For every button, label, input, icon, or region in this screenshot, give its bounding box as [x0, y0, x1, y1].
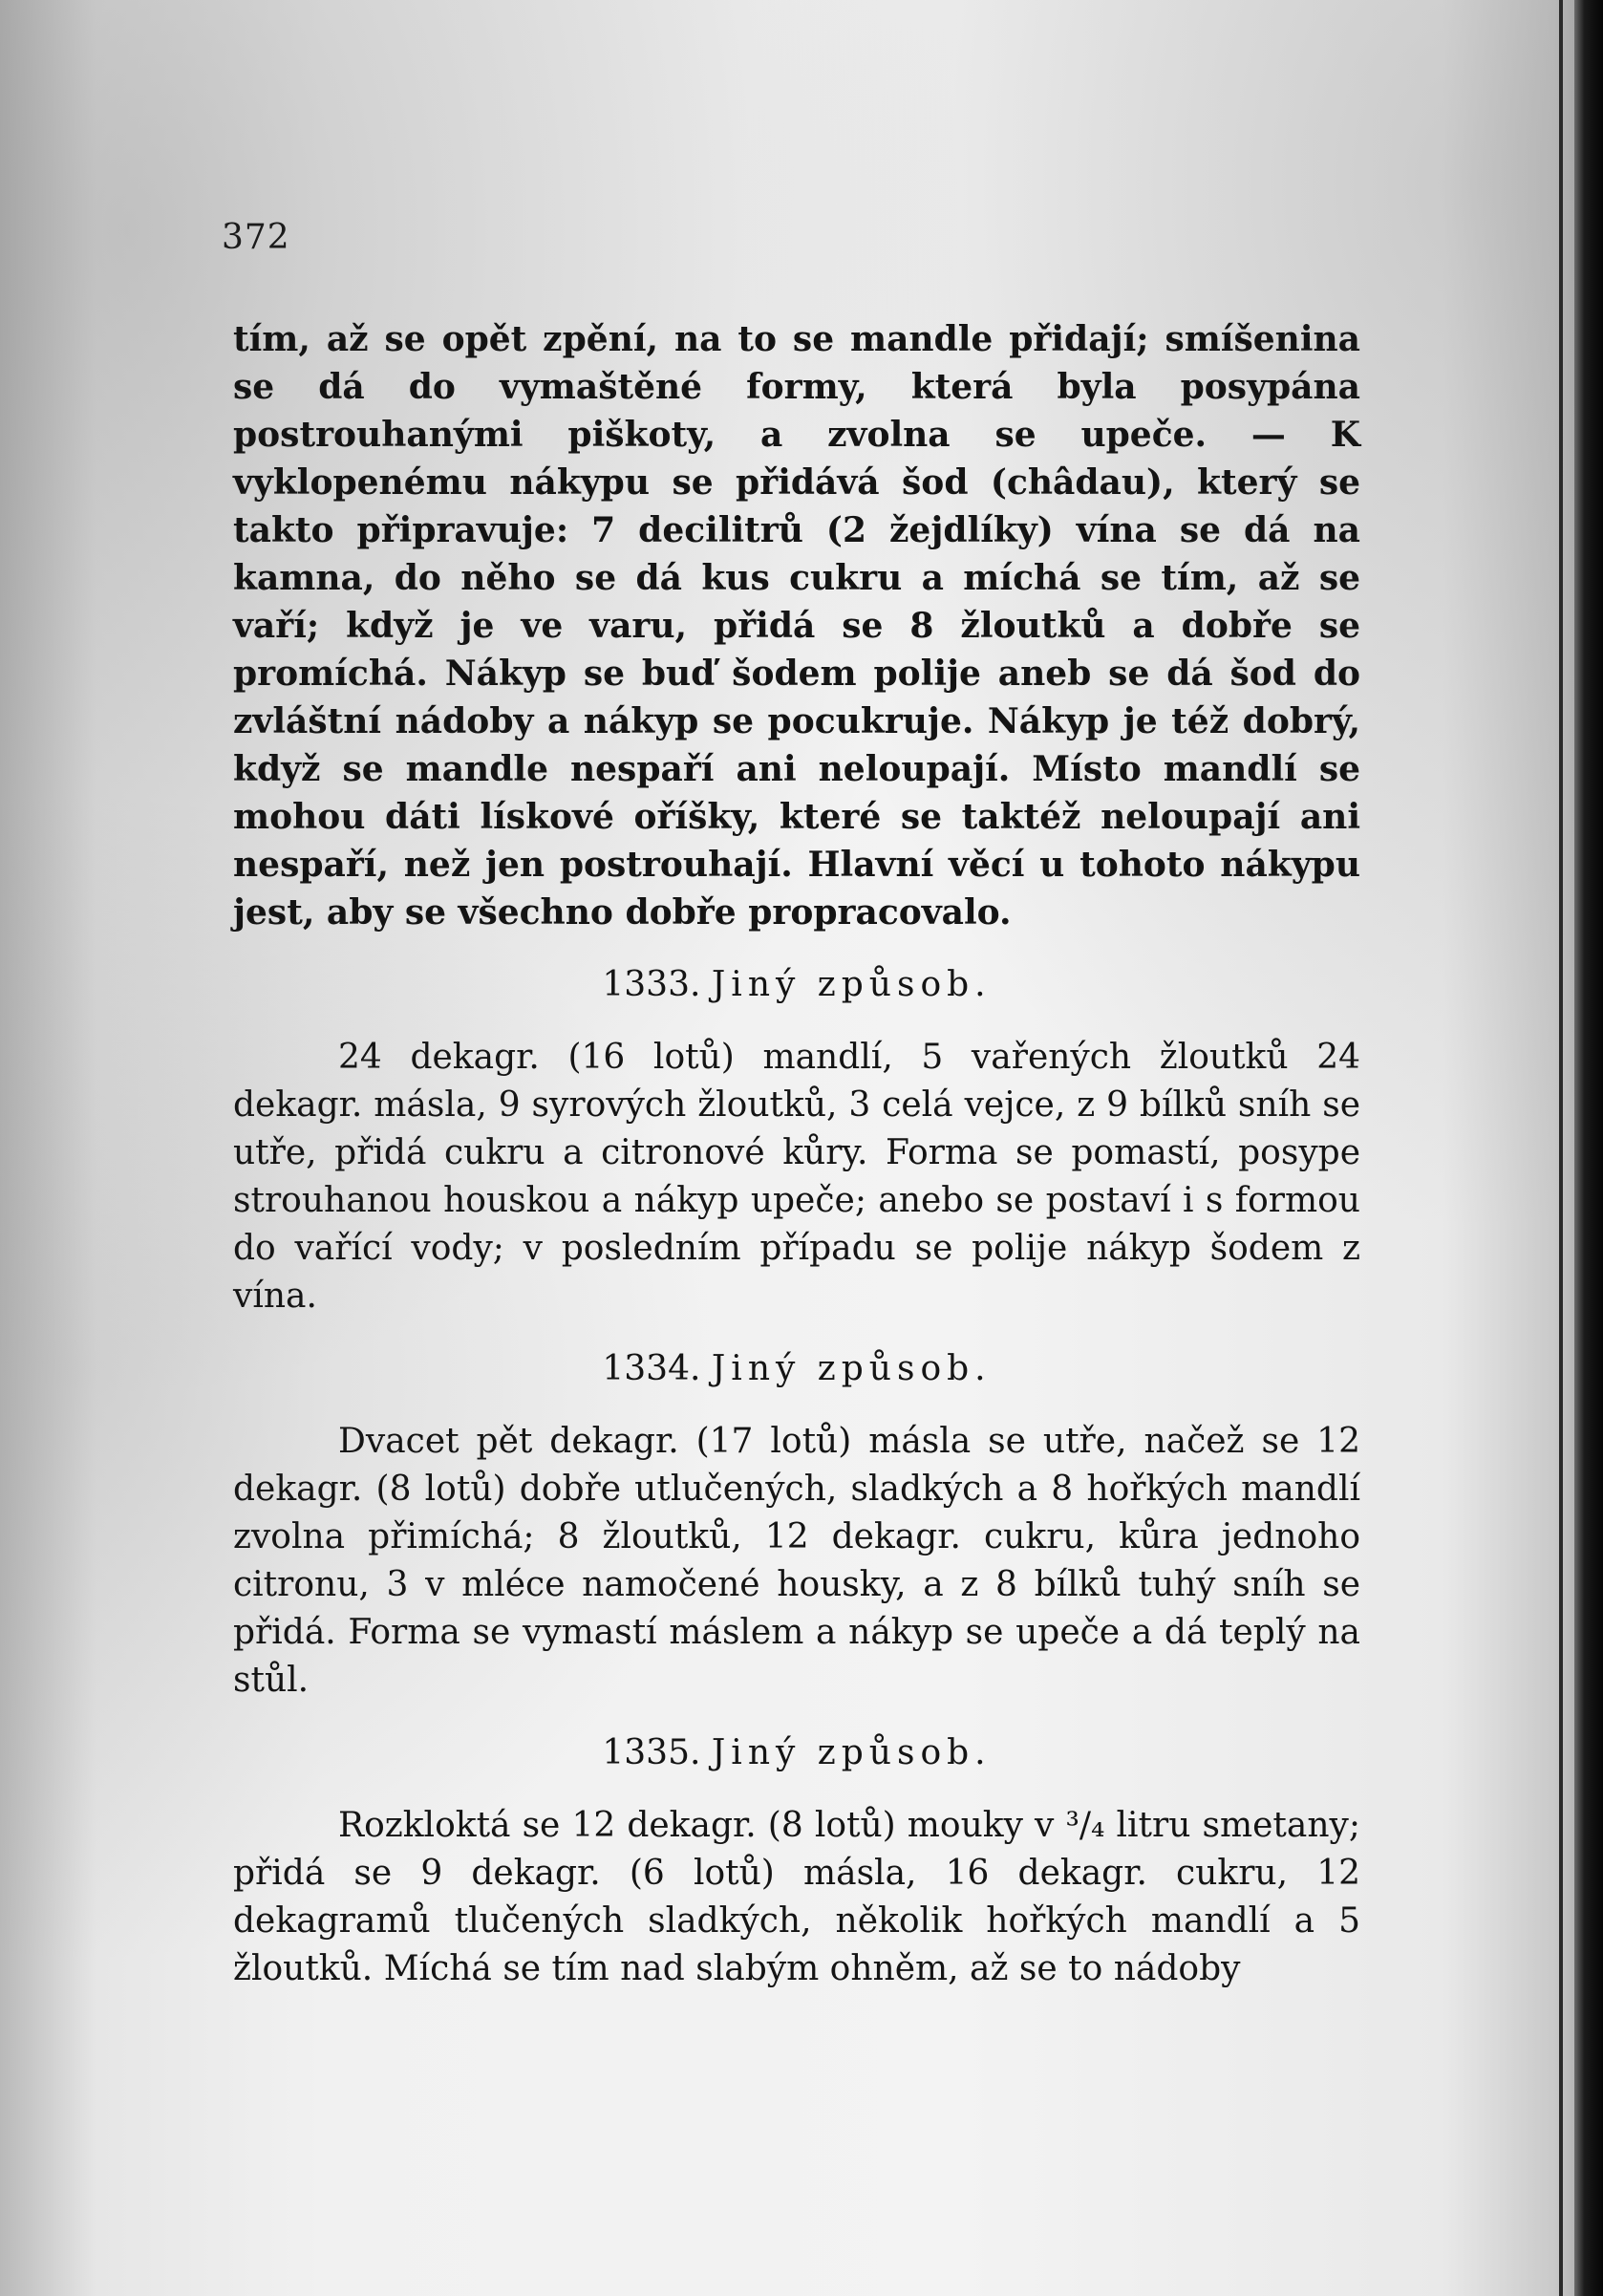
recipe-heading — [233, 961, 1360, 1009]
recipe-section-1334 — [233, 1345, 1360, 1705]
page-number: 372 — [222, 218, 290, 257]
recipe-title: Jiný způsob. — [711, 1349, 992, 1388]
recipe-text: 24 dekagr. (16 lotů) mandlí, 5 vařených žloutků 24 dekagr. másla, 9 syrových žloutků, 3 celá vejce, z 9 bílků sníh se utře, přidá cukru a citronové kůry. Forma se pomastí, posype strouhanou houskou a nákyp upeče; anebo se postaví i s formou do vařící vody; v posledním případu se polije nákyp šodem z vína. — [233, 1038, 1360, 1316]
recipe-text: Dvacet pět dekagr. (17 lotů) másla se utře, načež se 12 dekagr. (8 lotů) dobře utlučených, sladkých a 8 hořkých mandlí zvolna přimíchá; 8 žloutků, 12 dekagr. cukru, kůra jednoho citronu, 3 v mléce namočené housky, a z 8 bílků tuhý sníh se přidá. Forma se vymastí máslem a nákyp se upeče a dá teplý na stůl. — [233, 1422, 1360, 1700]
intro-paragraph: tím, až se opět zpění, na to se mandle přidají; smíšenina se dá do vymaštěné formy, která byla posypána postrouhanými piškoty, a zvolna se upeče. — K vyklopenému nákypu se přidává šod (châdau), který se takto připravuje: 7 decilitrů (2 žejdlíky) vína se dá na kamna, do něho se dá kus cukru a míchá se tím, až se vaří; když je ve varu, přidá se 8 žloutků a dobře se promíchá. Nákyp se buď šodem polije aneb se dá šod do zvláštní nádoby a nákyp se pocukruje. Nákyp je též dobrý, když se mandle nespaří ani neloupají. Místo mandlí se mohou dáti lískové oříšky, které se taktéž neloupají ani nespaří, než jen postrouhají. Hlavní věcí u tohoto nákypu jest, aby se všechno dobře propracovalo. — [233, 319, 1360, 933]
recipe-number: 1335. — [602, 1733, 701, 1772]
recipe-number: 1334. — [602, 1349, 701, 1388]
recipe-title: Jiný způsob. — [711, 965, 992, 1004]
recipe-heading — [233, 1345, 1360, 1393]
body-text — [233, 315, 1360, 1993]
recipe-section-1333 — [233, 961, 1360, 1320]
recipe-heading — [233, 1729, 1360, 1777]
recipe-section-1335 — [233, 1729, 1360, 1993]
book-spine-shadow — [1574, 0, 1603, 2296]
recipe-number: 1333. — [602, 965, 701, 1004]
recipe-title: Jiný způsob. — [711, 1733, 992, 1772]
page-edge-line — [1559, 0, 1563, 2296]
recipe-text: Rozkloktá se 12 dekagr. (8 lotů) mouky v ³/₄ litru smetany; přidá se 9 dekagr. (6 lotů) másla, 16 dekagr. cukru, 12 dekagramů tlučených sladkých, několik hořkých mandlí a 5 žloutků. Míchá se tím nad slabým ohněm, až se to nádoby — [233, 1806, 1360, 1988]
